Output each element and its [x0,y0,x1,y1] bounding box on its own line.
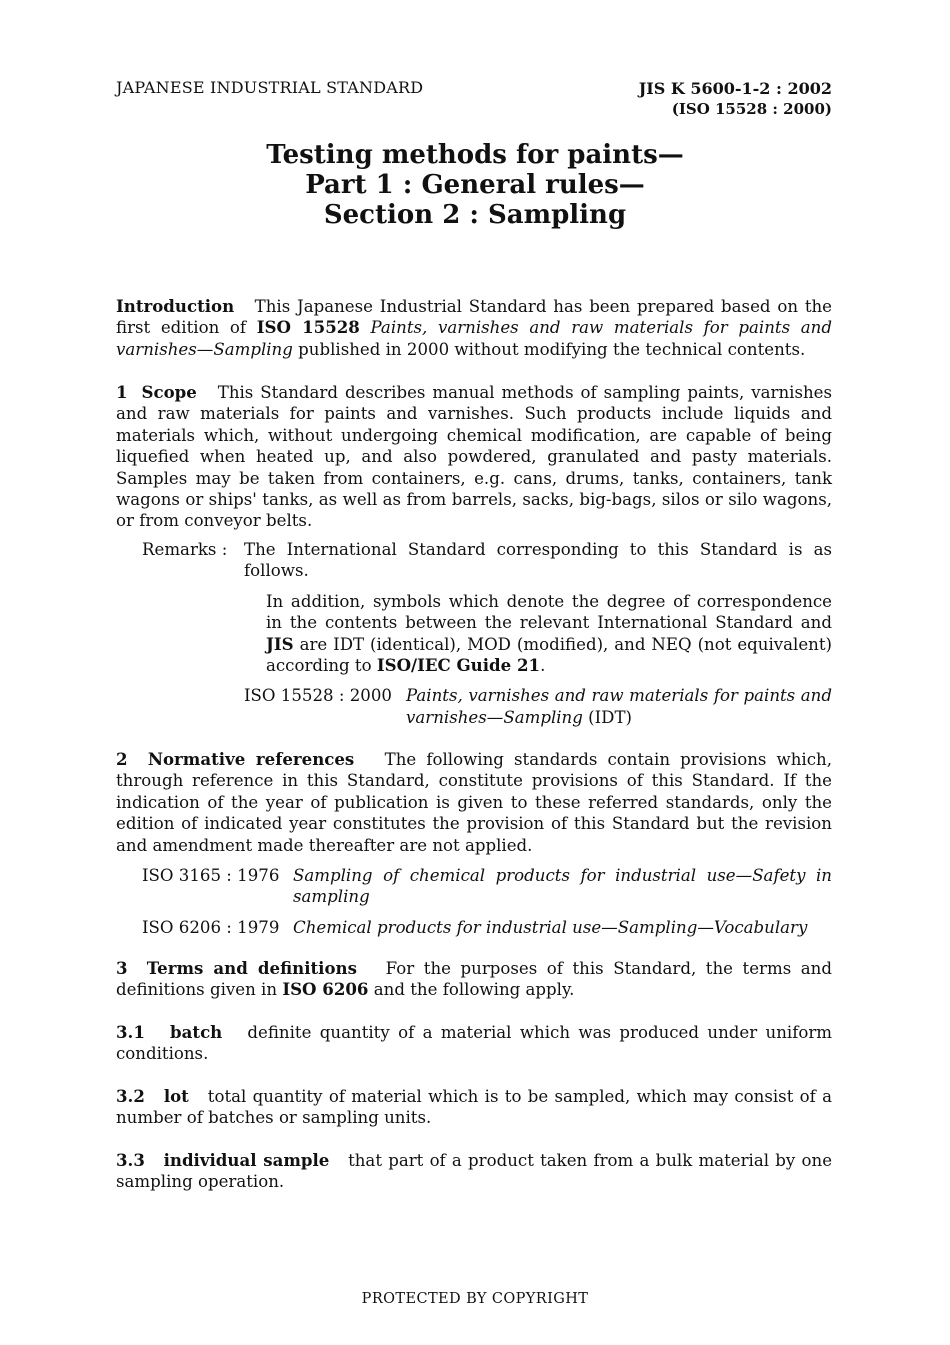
header-standard-number [639,78,832,120]
normative-ref-code: ISO 6206 : 1979 [142,917,280,937]
remarks-guide: ISO/IEC Guide 21 [376,655,541,676]
normative-number: 2 [116,749,128,769]
terms-number: 3 [116,958,128,978]
terms-text-b: and the following apply. [373,980,575,1000]
remarks-iso-title: Paints, varnishes and raw materials for paints and varnishes—Sampling (IDT) [406,686,832,727]
title-line-2: Part 1 : General rules— [305,170,645,200]
introduction-heading: Introduction [116,296,235,316]
normative-ref-code: ISO 3165 : 1976 [142,866,280,886]
normative-heading: Normative references [147,749,355,769]
scope-remarks [116,539,832,728]
normative-section [116,749,832,938]
definition-number: 3.1 [116,1022,145,1042]
introduction-text-a: This Japanese Industrial Standard has been prepared based on the first edition of [116,297,833,338]
remarks-iso-reference [244,685,832,728]
introduction-iso-ref: ISO 15528 [256,317,360,338]
normative-ref [142,865,832,908]
definition-text: definite quantity of a material which was produced under uniform conditions. [116,1023,832,1064]
jis-number: JIS K 5600-1-2 : 2002 [638,79,832,98]
remarks-iso-code: ISO 15528 : 2000 [244,686,392,706]
definition-text: total quantity of material which is to be sampled, which may consist of a number of batches or sampling units. [116,1087,833,1128]
normative-text: The following standards contain provisions which, through reference in this Standard, constitute provisions of this Standard. If the indication of the year of publication is given to these referred standards, only the edition of indicated year constitutes the provision of this Standard but the revision and amendment made thereafter are not applied. [116,750,832,855]
document-title [0,140,950,230]
scope-heading: Scope [141,382,197,402]
terms-heading: Terms and definitions [146,958,357,978]
definition-item [116,1022,832,1065]
definition-term: lot [163,1086,189,1106]
definition-item [116,1150,832,1193]
title-line-1: Testing methods for paints— [266,140,684,170]
header-standard-label: JAPANESE INDUSTRIAL STANDARD [116,78,424,97]
definition-number: 3.3 [116,1150,145,1170]
definition-term: batch [170,1022,223,1042]
terms-section [116,958,832,1001]
definition-text: that part of a product taken from a bulk material by one sampling operation. [116,1151,833,1192]
terms-iso-ref: ISO 6206 [282,979,369,1000]
definition-item [116,1086,832,1129]
title-line-3: Section 2 : Sampling [323,200,627,230]
introduction-title-ref: Paints, varnishes and raw materials for paints and varnishes—Sampling [116,318,832,359]
remarks-paragraph: In addition, symbols which denote the degree of correspondence in the contents between the relevant International Standard and JIS are IDT (identical), MOD (modified), and NEQ (not equivalent) according to ISO/IEC Guide 21. [266,591,832,676]
remarks-jis: JIS [266,633,294,654]
copyright-footer: PROTECTED BY COPYRIGHT [361,1291,589,1307]
remarks-text: The International Standard corresponding to this Standard is as follows. [244,540,832,581]
remarks-label: Remarks : [142,540,228,559]
scope-section [116,382,832,532]
definition-number: 3.2 [116,1086,145,1106]
definition-term: individual sample [163,1150,330,1170]
scope-number: 1 [116,382,128,402]
normative-ref-title: Sampling of chemical products for industrial use—Safety in sampling [293,866,832,907]
iso-number: (ISO 15528 : 2000) [671,100,832,118]
introduction-text-b: published in 2000 without modifying the technical contents. [298,339,806,359]
terms-text-a: For the purposes of this Standard, the terms and definitions given in [116,959,832,1000]
scope-text: This Standard describes manual methods of sampling paints, varnishes and raw materials for paints and varnishes. Such products include liquids and materials which, without undergoing chemical modification, are capable of being liquefied when heated up, and also powdered, granulated and pasty materials. Samples may be taken from containers, e.g. cans, drums, tanks, containers, tank wagons or ships' tanks, as well as from barrels, sacks, big-bags, silos or silo wagons, or from conveyor belts. [116,383,832,531]
introduction-section [116,296,832,360]
normative-ref-title: Chemical products for industrial use—Sampling—Vocabulary [293,917,808,937]
normative-ref [142,917,832,938]
